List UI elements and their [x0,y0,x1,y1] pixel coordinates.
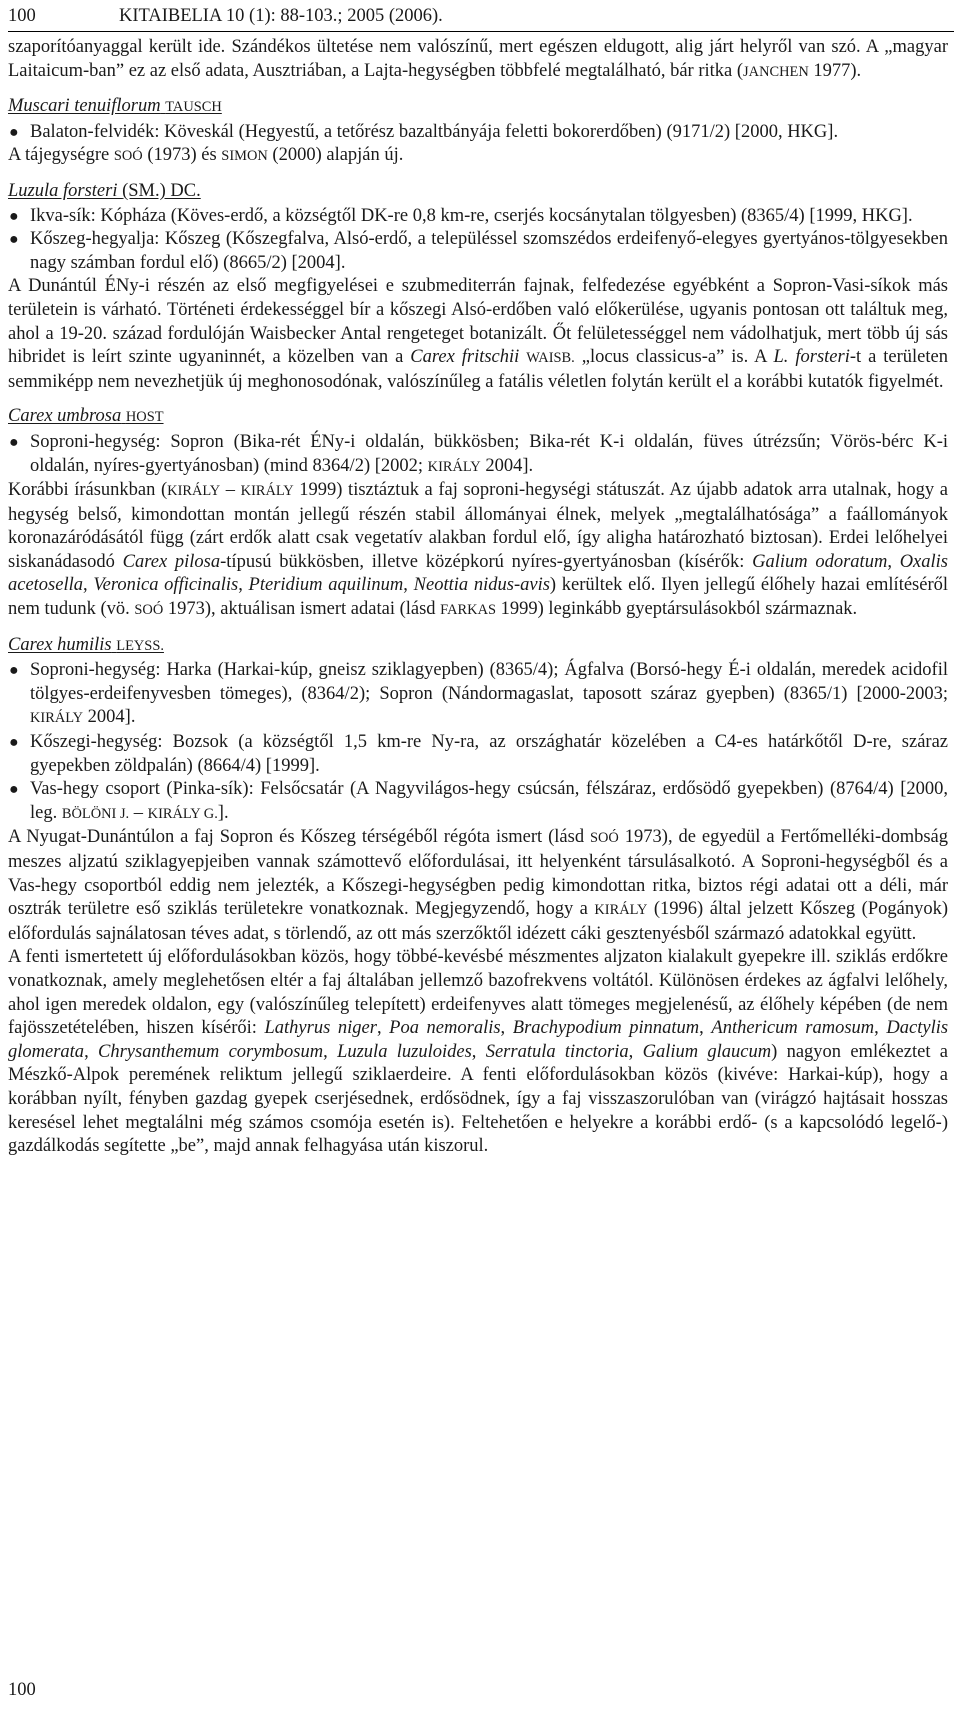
species-name: Dactylis glomerata [8,1018,949,1062]
header-journal-citation: KITAIBELIA 10 (1): 88-103.; 2005 (2006). [119,6,443,26]
text-run: , [376,1018,390,1039]
text-run: Kőszeg-hegyalja: Kőszeg (Kőszegfalva, Alsó-erdő, a településsel szomszédos erdeifenyő-elegyes gyertyános-tölgyesekben nagy számban fordul elő) (8665/2) [2004]. [30,229,948,273]
text-run: Soproni-hegység: Sopron (Bika-rét ÉNy-i oldalán, bükkösben; Bika-rét K-i oldalán, füves útrézsűn; Vörös-bérc K-i oldalán, nyíres-gyertyánosban) (mind 8364/2) [2002; [30,431,948,476]
text-run: (2000) alapján új. [267,145,404,166]
locality-item [8,778,948,826]
bullet-icon: ● [9,734,19,752]
author-name: JANCHEN [743,63,809,80]
author-name: BÖLÖNI J. [61,805,130,822]
text-run: , [471,1041,486,1062]
text-run: , [874,1018,887,1039]
species-name: Serratula tinctoria [485,1041,629,1062]
text-run: 1999) leginkább gyeptársulásokból származnak. [496,599,858,620]
taxon-name: Luzula forsteri [8,180,118,201]
locality-item [8,659,948,731]
locality-item [8,228,948,275]
footer-page-number: 100 [8,1680,36,1700]
bullet-icon: ● [9,123,19,141]
locality-list [8,205,948,276]
text-run: Soproni-hegység: Harka (Harkai-kúp, gneisz sziklagyepben) (8365/4); Ágfalva (Borsó-hegy É-i oldalán, meredek acidofil tölgyes-erdeifenyvesben tömeges), (8364/2); Sopron (Nándormagaslat, taposott száraz gyepben) (8365/1) [2000-2003; [30,660,948,704]
bullet-icon: ● [9,207,19,225]
author-name: SIMON [221,148,268,165]
discussion-paragraph [8,826,948,946]
text-run: 2004]. [83,707,136,728]
text-run: A Dunántúl ÉNy-i részén az első megfigyelései e szubmediterrán fajnak, felfedezése egyébként a Sopron-Vasi-síkok más területein is várható. Történeti érdekességgel bír a kőszegi Alsó-erdőben való előkerülése, ugyanis pontosan ott találtuk meg, ahol a 19-20. század fordulóján Waisbecker Antal rengeteget botanizált. Őt felületességgel nem vádolhatjuk, mert több új sás hibridet is leírt szinte ugyaninnét, a közelben van a [8,276,948,368]
species-name: Carex fritschii [410,347,520,368]
locality-list [8,121,948,145]
author-name: KIRÁLY [167,483,221,500]
taxon-name: Muscari tenuiflorum [8,96,161,117]
bullet-icon: ● [9,231,19,249]
text-run: – [220,480,241,501]
text-run: ) kerültek elő. Ilyen jellegű élőhely hazai említéséről nem tudunk (vö. [8,575,949,620]
text-run: Korábbi írásunkban ( [8,480,168,501]
text-run: , [628,1041,643,1062]
species-name: Anthericum ramosum [711,1018,875,1039]
article-body [8,36,948,1159]
species-name: Luzula luzuloides [337,1041,472,1062]
taxon-author: (SM.) DC. [122,180,201,201]
author-name: SOÓ [590,830,619,847]
text-run: 1973), de egyedül a Fertőmelléki-dombság meszes aljzatú sziklagyepjeiben vannak számottevő előfordulásai, itt helyenként társulásalkotó. A Soproni-hegységből és a Vas-hegy csoportból eddig nem jelezték, a Kőszegi-hegységben pedig kimondottan ritka, biztos régi adatai ott a déli, már osztrák területre eső sziklás területekre vonatkoznak. Megjegyzendő, hogy a [8,827,948,920]
text-run: , [500,1018,513,1039]
taxon-name: Carex humilis [8,634,112,655]
discussion-paragraph [8,275,948,394]
note-paragraph [8,144,948,169]
locality-item [8,431,948,479]
text-run: , [323,1041,338,1062]
text-run: A fenti ismertetett új előfordulásokban közös, hogy többé-kevésbé mészmentes aljzaton kialakult gyepekre ill. sziklás erdőkre vonatkoznak, amely meglehetősen eltér a faj általában jellemző bazofrekvens voltától. Különösen érdekes az ágfalvi lelőhely, ahol igen meredek oldalon, egy (valószínűleg telepített) erdeifenyves alatt tömeges megjelenésű, az élőhely képében (de nem fajösszetételében, hiszen kísérői: [8,947,948,1039]
text-run: , [238,575,249,596]
text-run: 1977). [808,60,862,81]
locality-item [8,205,948,229]
text-run: , [83,575,94,596]
species-name: Oxalis acetosella [8,551,948,596]
bullet-icon: ● [9,662,19,680]
locality-list [8,659,948,826]
species-name: Poa nemoralis [389,1018,501,1039]
author-name: SOÓ [134,602,164,619]
text-run: – [129,802,148,823]
taxon-heading-luzula [8,180,948,204]
bullet-icon: ● [9,781,19,799]
text-run: Kőszegi-hegység: Bozsok (a községtől 1,5 km-re Ny-ra, az országhatár közelében a C4-es határkőtől D-re, száraz gyepekben zöldpalán) (8664/4) [1999]. [30,732,948,776]
text-run: Balaton-felvidék: Köveskál (Hegyestű, a tetőrész bazaltbányája feletti bokorerdőben) (9171/2) [2000, HKG]. [30,121,839,142]
author-name: WAISB. [526,350,575,367]
discussion-paragraph [8,946,948,1158]
text-run: „locus classicus-a” is. A [574,347,774,368]
text-run: -típusú bükkösben, illetve középkorú nyíres-gyertyánosban (kísérők: [220,551,753,572]
text-run: A Nyugat-Dunántúlon a faj Sopron és Kőszeg térségéből régóta ismert (lásd [8,827,590,848]
text-run: Ikva-sík: Kópháza (Köves-erdő, a községtől DK-re 0,8 km-re, cserjés kocsánytalan tölgyesben) (8365/4) [1999, HKG]. [30,205,913,226]
taxon-author: LEYSS. [116,637,164,654]
species-name: Veronica officinalis [93,575,239,596]
species-name: Chrysanthemum corymbosum [98,1041,324,1062]
taxon-author: HOST [125,409,164,426]
text-run: ) nagyon emlékeztet a Mészkő-Alpok peremének reliktum jellegű sziklaerdeire. A fenti előfordulásokban közös (kivéve: Harkai-kúp), hogy a korábban nyílt, fényben gazdag gyepek cserjésednek, erdősödnek, így a faj visszaszorulóban van (virágzó hajtásait hosszas keresésel lehet megtalálni még számos csomója esetén is). Feltehetően e helyekre a korábbi erdő- (s a kapcsolódó legelő-) gazdálkodás segítette „be”, majd annak felhagyása után kiszorul. [8,1041,948,1157]
author-name: KIRÁLY [240,483,294,500]
author-name: KIRÁLY [427,458,481,475]
text-run: szaporítóanyaggal került ide. Szándékos ültetése nem valószínű, mert egészen eldugott, alig járt helyről van szó. A „magyar Laitaicum-ban” ez az első adata, Ausztriában, a Lajta-hegységben többfelé megtalálható, bár ritka ( [8,37,948,81]
text-run: , [84,1041,98,1062]
header-page-number: 100 [8,6,36,26]
author-name: KIRÁLY [594,902,648,919]
author-name: KIRÁLY G. [147,805,218,822]
taxon-heading-carex-humilis [8,634,948,659]
locality-item [8,121,948,145]
species-name: Galium odoratum [752,551,888,572]
text-run: (1996) által jelzett Kőszeg (Pogányok) előfordulás sajnálatosan téves adat, s törlendő, az ott más szerzőktől idézett cáki gesztenyésből származó adatokkal együtt. [8,899,948,944]
text-run: , [403,575,414,596]
species-name: Lathyrus niger [264,1018,377,1039]
author-name: KIRÁLY [30,710,84,727]
text-run: (1973) és [142,145,222,166]
text-run: 1973), aktuálisan ismert adatai (lásd [163,599,441,620]
text-run: Vas-hegy csoport (Pinka-sík): Felsőcsatár (A Nagyvilágos-hegy csúcsán, félszáraz, erdősödő gyepekben) (8764/4) [2000, leg. [30,779,948,823]
locality-list [8,431,948,479]
taxon-name: Carex umbrosa [8,406,122,427]
author-name: SOÓ [113,148,143,165]
taxon-heading-carex-umbrosa [8,405,948,430]
bullet-icon: ● [9,433,19,451]
text-run: 1999) tisztáztuk a faj soproni-hegységi státuszát. Az újabb adatok arra utalnak, hogy a hegység belső, kimondottan montán jellegű részén stabil állományai élnek, melyek „megtalálhatósága” a faállományok koronazáródásától függ (zárt erdők alatt csak vegetatív alakban fordul elő, így aligha határozható biztosan). Erdei lelőhelyei siskanádasodó [8,480,948,572]
text-run: , [699,1018,712,1039]
intro-paragraph [8,36,948,84]
species-name: Neottia nidus-avis [413,575,550,596]
species-name: Carex pilosa [122,551,221,572]
author-name: FARKAS [440,602,497,619]
species-name: Galium glaucum [642,1041,772,1062]
running-header [8,3,954,32]
taxon-author: TAUSCH [165,99,222,116]
species-name: Pteridium aquilinum [248,575,404,596]
discussion-paragraph [8,479,948,623]
text-run: ]. [217,802,229,823]
locality-item [8,731,948,778]
species-name: L. forsteri [773,347,850,368]
text-run: 2004]. [480,455,534,476]
text-run: A tájegységre [8,145,114,166]
text-run: -t a területen semmiképp nem nevezhetjük új meghonosodónak, valószínűleg a fatális véletlen folytán került el a korábbi kutatók figyelmét. [8,347,948,392]
taxon-heading-muscari [8,95,948,120]
species-name: Brachypodium pinnatum [512,1018,700,1039]
text-run: , [887,551,900,572]
